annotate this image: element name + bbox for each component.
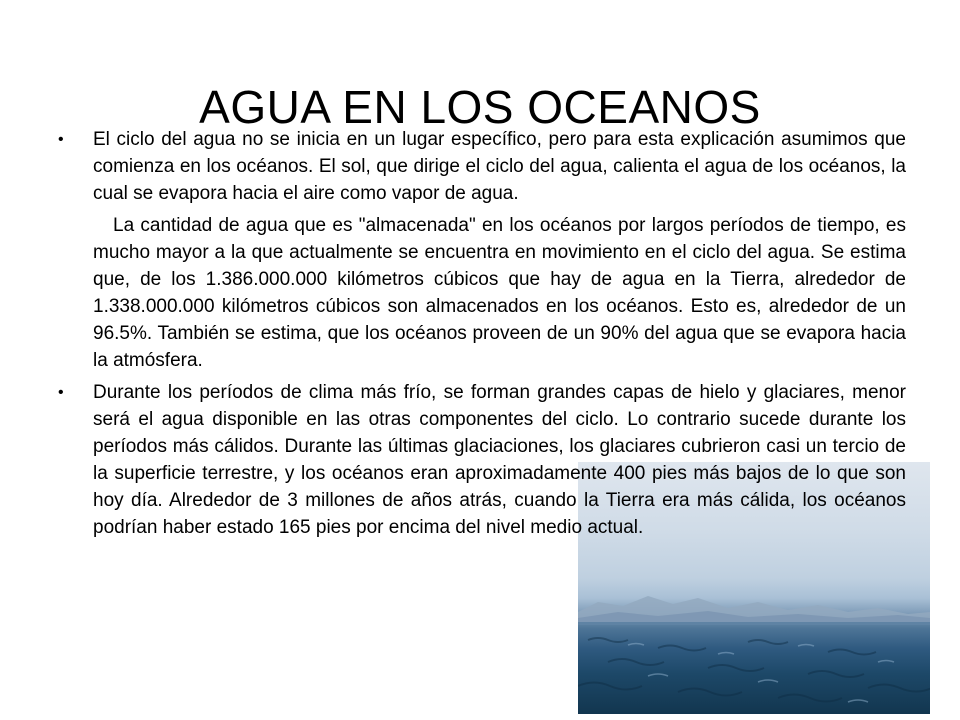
slide-title: AGUA EN LOS OCEANOS [199,80,761,133]
bullet-paragraph [58,379,906,541]
paragraph-text: La cantidad de agua que es "almacenada" en los océanos por largos períodos de tiempo, es mucho mayor a la que actualmente se encuentra en movimiento en el ciclo del agua. Se estima que, de los 1.386.000.000 kilómetros cúbicos que hay de agua en la Tierra, alrededor de 1.338.000.000 kilómetros cúbicos son almacenados en los océanos. Esto es, alrededor de un 96.5%. También se estima, que los océanos proveen de un 90% del agua que se evapora hacia la atmósfera. [93,215,906,371]
paragraph-text: Durante los períodos de clima más frío, se forman grandes capas de hielo y glaciares, menor será el agua disponible en las otras componentes del ciclo. Lo contrario sucede durante los períodos más cálidos. Durante las últimas glaciaciones, los glaciares cubrieron casi un tercio de la superficie terrestre, y los océanos eran aproximadamente 400 pies más bajos de lo que son hoy día. Alrededor de 3 millones de años atrás, cuando la Tierra era más cálida, los océanos podrían haber estado 165 pies por encima del nivel medio actual. [93,382,906,538]
bullet-icon: • [58,384,64,401]
slide-body [58,126,906,541]
paragraph-text: El ciclo del agua no se inicia en un lugar específico, pero para esta explicación asumimos que comienza en los océanos. El sol, que dirige el ciclo del agua, calienta el agua de los océanos, la cual se evapora hacia el aire como vapor de agua. [93,129,906,204]
continuation-paragraph [58,212,906,374]
bullet-paragraph [58,126,906,207]
bullet-icon: • [58,131,64,148]
